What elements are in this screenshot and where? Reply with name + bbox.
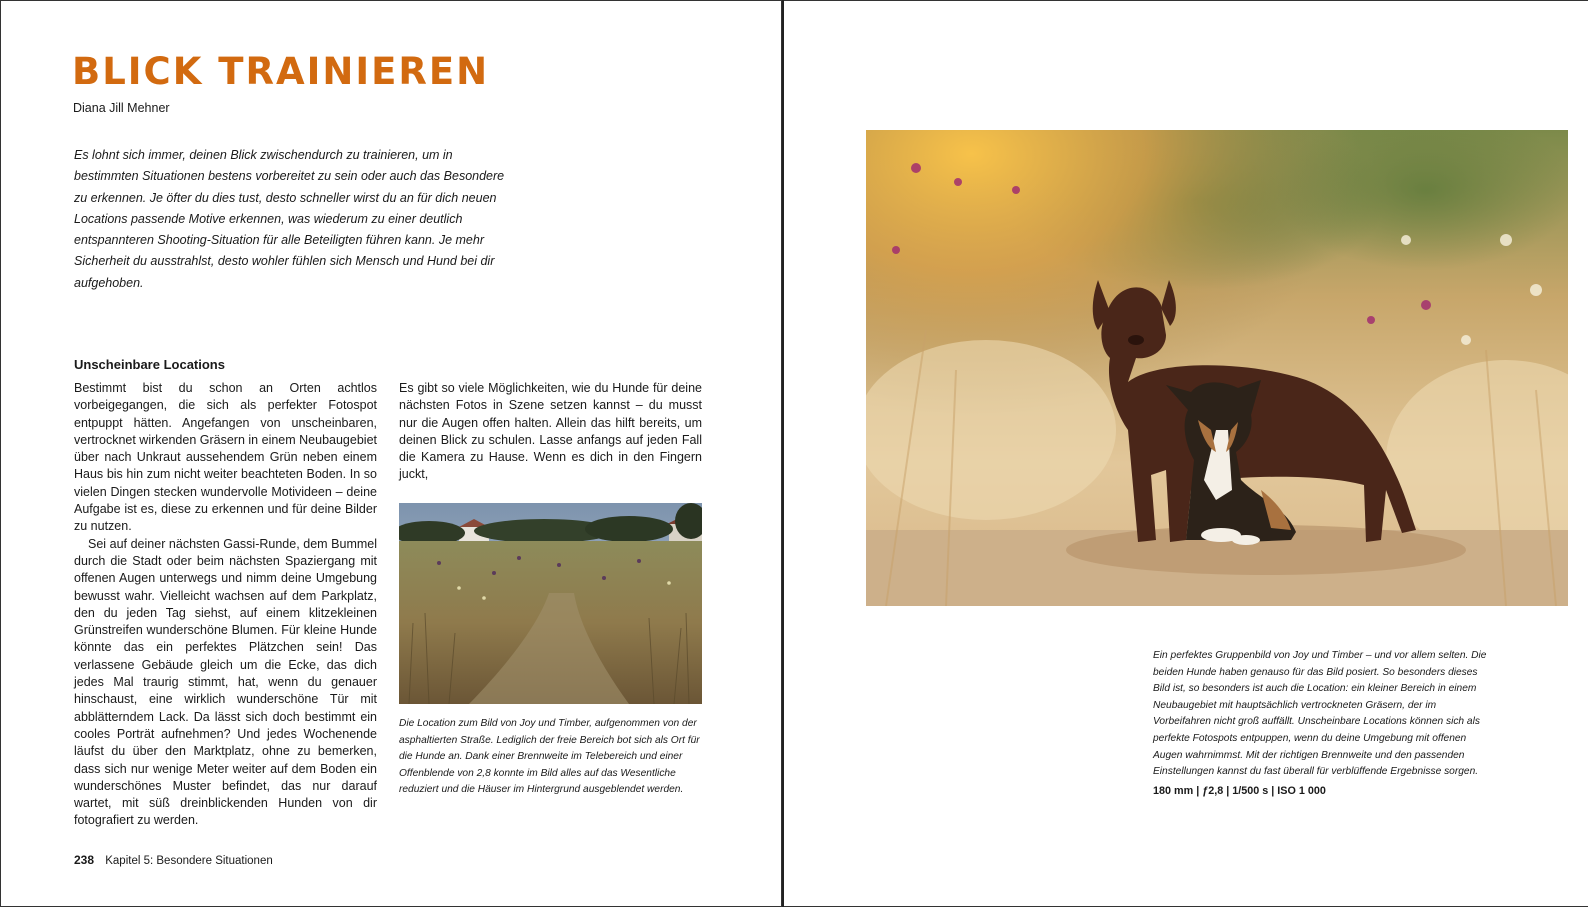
section-heading: Unscheinbare Locations bbox=[74, 357, 225, 372]
body-paragraph-1: Bestimmt bist du schon an Orten achtlos vorbeigegangen, die sich als perfekter Fotospot entpuppt hätten. Angefangen von unscheinbaren, vertrocknet wirkenden Gräsern in einem Neubaugebiet über nach Unkraut aussehendem Grün neben einem Haus bis hin zum nicht weiter beachteten Boden. In so vielen Dingen stecken wundervolle Motivideen – deine Aufgabe ist es, diese zu erkennen und für deine Bilder zu nutzen. bbox=[74, 381, 377, 534]
body-paragraph-2: Sei auf deiner nächsten Gassi-Runde, dem Bummel durch die Stadt oder beim nächsten Spaziergang mit offenen Augen unterwegs und nimm deine Umgebung bewusst wahr. Vielleicht wachsen auf dem Parkplatz, den du jeden Tag siehst, auf einem klitzekleinen Grünstreifen wunderschöne Blumen. Für kleine Hunde könnte das ein perfektes Plätzchen sein! Das verlassene Gebäude gleich um die Ecke, das dich jedes Mal traurig stimmt, hat, wenn du genauer hinschaust, eine wirklich wunderschöne Tür mit abblätterndem Lack. Da lässt sich doch bestimmt ein cooles Porträt aufnehmen? Und jedes Wochenende läufst du über den Marktplatz, ohne zu bemerken, dass sich nur wenige Meter weiter auf dem Boden ein wunderschönes Muster befindet, das nur darauf wartet, mit süß dreinblickenden Hunden von dir fotografiert zu werden. bbox=[74, 536, 377, 828]
exif-settings: 180 mm | ƒ2,8 | 1/500 s | ISO 1 000 bbox=[1153, 785, 1326, 797]
photo-caption-right: Ein perfektes Gruppenbild von Joy und Timber – und vor allem selten. Die beiden Hunde haben genauso für das Bild posiert. So besonders dieses Bild ist, so besonders ist auch die Location: ein kleiner Bereich in einem Neubaugebiet mit hauptsächlich vertrockneten Gräsern, der im Vorbeifahren nicht groß auffällt. Unscheinbare Locations können sich als perfekte Fotospots entpuppen, wenn du deine Umgebung mit offenen Augen wahrnimmst. Mit der richtigen Brennweite und den passenden Einstellungen kannst du fast überall für verblüffende Ergebnisse sorgen. bbox=[1153, 650, 1487, 778]
chapter-title: BLICK TRAINIEREN bbox=[72, 50, 490, 93]
dogs-photo bbox=[866, 130, 1568, 606]
photo-caption-left: Die Location zum Bild von Joy und Timber, aufgenommen von der asphaltierten Straße. Lediglich der freie Bereich bot sich als Ort für die Hunde an. Dank einer Brennweite im Telebereich und einer Offenblende von 2,8 konnte im Bild alles auf das Wesentliche reduziert und die Häuser im Hintergrund ausgeblendet werden. bbox=[399, 718, 700, 796]
chapter-label: Kapitel 5: Besondere Situationen bbox=[105, 855, 273, 867]
location-photo bbox=[399, 503, 702, 704]
author-name: Diana Jill Mehner bbox=[73, 101, 170, 115]
body-paragraph-3: Es gibt so viele Möglichkeiten, wie du Hunde für deine nächsten Fotos in Szene setzen kannst – du musst nur die Augen offen halten. Allein das hilft bereits, um deinen Blick zu schulen. Lasse anfangs auf jeden Fall die Kamera zu Hause. Wenn es dich in den Fingern juckt, bbox=[399, 381, 702, 482]
intro-paragraph: Es lohnt sich immer, deinen Blick zwischendurch zu trainieren, um in bestimmten Situationen bestens vorbereitet zu sein oder auch das Besondere zu erkennen. Je öfter du dies tust, desto schneller wirst du an für dich neuen Locations passende Motive erkennen, was wiederum zu einer deutlich entspannteren Shooting-Situation für alle Beteiligten führen kann. Je mehr Sicherheit du ausstrahlst, desto wohler fühlen sich Mensch und Hund bei dir aufgehoben. bbox=[74, 148, 505, 290]
body-column-2 bbox=[399, 380, 702, 484]
page-number: 238 bbox=[74, 853, 95, 867]
page-footer bbox=[74, 853, 273, 867]
body-column-1 bbox=[74, 380, 377, 830]
